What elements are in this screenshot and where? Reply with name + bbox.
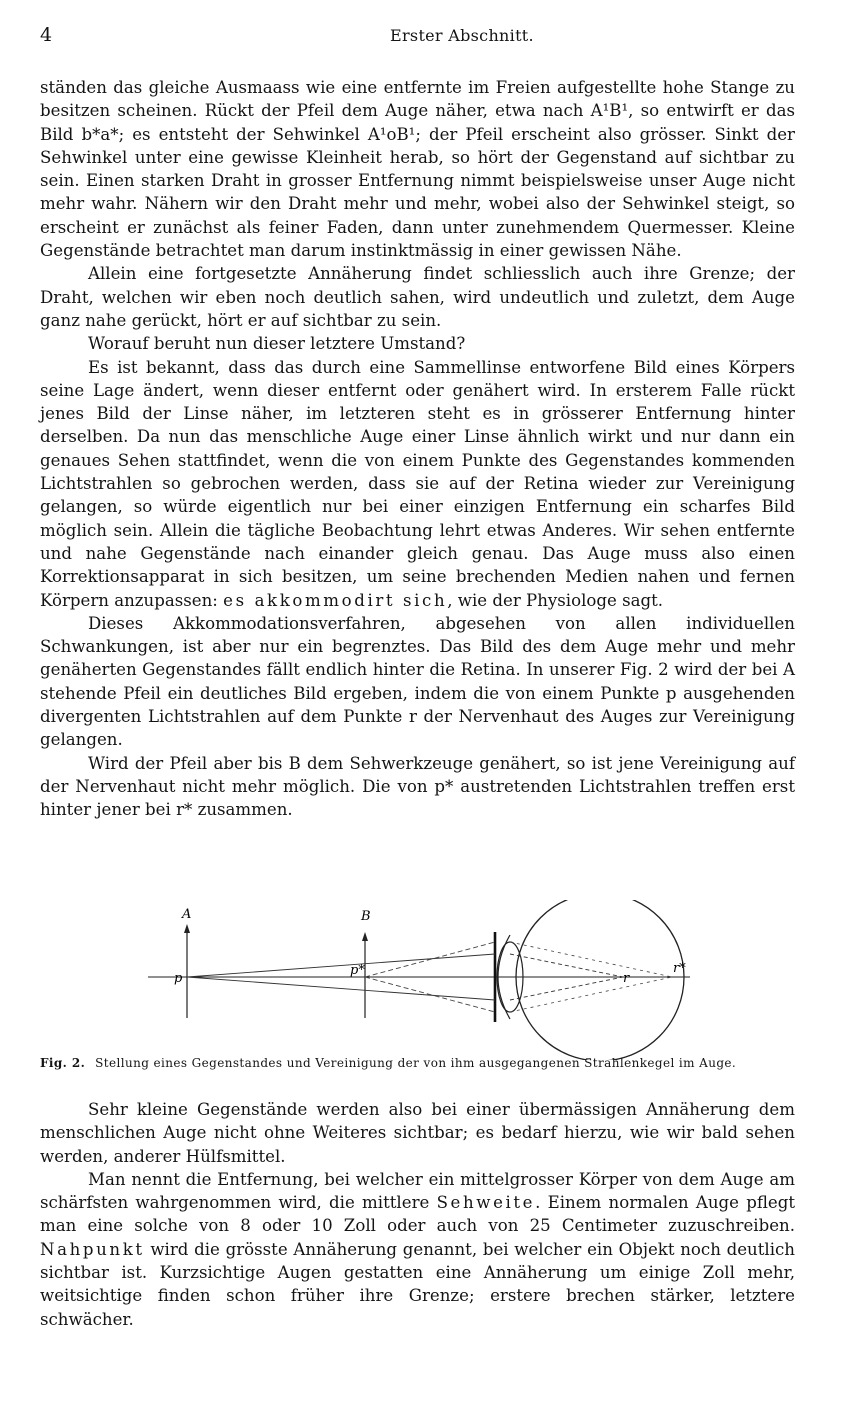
page-header bbox=[40, 24, 798, 50]
label-b: B bbox=[361, 909, 371, 924]
paragraph-tail: , wie der Physiologe sagt. bbox=[447, 590, 664, 610]
ray-pstar-lower bbox=[365, 977, 495, 1012]
label-r-star: r* bbox=[673, 961, 686, 976]
ray-p-lower bbox=[187, 977, 495, 1000]
figure-caption bbox=[40, 1056, 800, 1070]
paragraph-text: wird die grösste Annäherung genannt, bei welcher ein Objekt noch deutlich sichtbar ist. Kurzsichtige Augen gestatten eine Annäherung um einige Zoll mehr, weitsichtige finden schon früher ihre Grenze; erstere brechen stärker, letztere schwächer. bbox=[40, 1239, 795, 1329]
figure-eye-diagram bbox=[40, 900, 800, 1080]
caption-text: Stellung eines Gegenstandes und Vereinigung der von ihm ausgegangenen Strahlenkegel im Auge. bbox=[95, 1056, 737, 1070]
label-p: p bbox=[174, 971, 183, 986]
label-a: A bbox=[182, 907, 192, 922]
eyeball bbox=[516, 900, 684, 1060]
ray-r-upper bbox=[510, 954, 623, 977]
arrow-b-head bbox=[362, 932, 368, 941]
eye-diagram bbox=[40, 900, 800, 1060]
running-head: Erster Abschnitt. bbox=[390, 26, 534, 45]
page-number: 4 bbox=[40, 24, 53, 46]
caption-number: Fig. 2. bbox=[40, 1056, 86, 1070]
ray-rstar-lower bbox=[510, 977, 672, 1012]
paragraph: Allein eine fortgesetzte Annäherung findet schliesslich auch ihre Grenze; der Draht, welchen wir eben noch deutlich sahen, wird undeutlich und zuletzt, dem Auge ganz nahe gerückt, hört er auf sichtbar zu sein. bbox=[40, 264, 795, 330]
ray-pstar-upper bbox=[365, 942, 495, 977]
spaced-phrase: es akkommodirt sich bbox=[223, 590, 448, 610]
paragraph: Sehr kleine Gegenstände werden also bei einer übermässigen Annäherung dem menschlichen Auge nicht ohne Weiteres sichtbar; es bedarf hierzu, wie wir bald sehen werden, anderer Hülfsmittel. bbox=[40, 1100, 795, 1166]
paragraph bbox=[40, 356, 795, 612]
paragraph: Worauf beruht nun dieser letztere Umstand? bbox=[88, 334, 466, 354]
paragraph: Dieses Akkommodationsverfahren, abgesehen von allen individuellen Schwankungen, ist aber nur ein begrenztes. Das Bild des dem Auge mehr und mehr genäherten Gegenstandes fällt endlich hinter die Retina. In unserer Fig. 2 wird der bei A stehende Pfeil ein deutliches Bild ergeben, indem die von einem Punkte p ausgehenden divergenten Lichtstrahlen auf dem Punkte r der Nervenhaut des Auges zur Vereinigung gelangen. bbox=[40, 613, 795, 750]
paragraph: Wird der Pfeil aber bis B dem Sehwerkzeuge genähert, so ist jene Vereinigung auf der Nervenhaut nicht mehr möglich. Die von p* austretenden Lichtstrahlen treffen erst hinter jener bei r* zusammen. bbox=[40, 753, 795, 820]
body-text-top bbox=[40, 76, 795, 822]
paragraph bbox=[40, 1168, 795, 1331]
ray-p-upper bbox=[187, 954, 495, 977]
body-text-bottom bbox=[40, 1098, 795, 1331]
paragraph-text: Man nennt die Entfernung, bei welcher ein mittelgrosser Körper von dem Auge am schärfsten wahrgenommen wird, die mittlere bbox=[40, 1169, 795, 1213]
label-r: r bbox=[623, 971, 630, 986]
label-p-star: p* bbox=[350, 963, 365, 978]
paragraph-text: Es ist bekannt, dass das durch eine Sammellinse entworfene Bild eines Körpers seine Lage ändert, wenn dieser entfernt oder genähert wird. In ersterem Falle rückt jenes Bild der Linse näher, im letzteren steht es in grösserer Entfernung hinter derselben. Da nun das menschliche Auge einer Linse ähnlich wirkt und nur dann ein genaues Sehen stattfindet, wenn die von einem Punkte des Gegenstandes kommenden Lichtstrahlen so gebrochen werden, dass sie auf der Retina wieder zur Vereinigung gelangen, so würde eigentlich nur bei einer einzigen Entfernung ein scharfes Bild möglich sein. Allein die tägliche Beobachtung lehrt etwas Anderes. Wir sehen entfernte und nahe Gegenstände nach einander gleich genau. Das Auge muss also einen Korrektionsapparat in sich besitzen, um seine brechenden Medien nahen und fernen Körpern anzupassen: bbox=[40, 357, 795, 610]
arrow-a-head bbox=[184, 924, 190, 933]
ray-r-lower bbox=[510, 977, 623, 1000]
paragraph-text: . Einem normalen Auge pflegt man eine solche von 8 oder 10 Zoll oder auch von 25 Centimeter zuzuschreiben. bbox=[40, 1193, 795, 1236]
paragraph: ständen das gleiche Ausmaass wie eine entfernte im Freien aufgestellte hohe Stange zu besitzen scheinen. Rückt der Pfeil dem Auge näher, etwa nach A¹B¹, so entwirft er das Bild b*a*; es entsteht der Sehwinkel A¹oB¹; der Pfeil erscheint also grösser. Sinkt der Sehwinkel unter eine gewisse Kleinheit herab, so hört der Gegenstand auf sichtbar zu sein. Einen starken Draht in grosser Entfernung nimmt beispielsweise unser Auge nicht mehr wahr. Nähern wir den Draht mehr und mehr, wobei also der Sehwinkel steigt, so erscheint er zunächst als feiner Faden, dann unter zunehmendem Quermesser. Kleine Gegenstände betrachtet man darum instinktmässig in einer gewissen Nähe. bbox=[40, 78, 795, 261]
term-sehweite: Sehweite bbox=[436, 1193, 536, 1213]
term-nahpunkt: Nahpunkt bbox=[40, 1239, 145, 1259]
ray-rstar-upper bbox=[510, 942, 672, 977]
